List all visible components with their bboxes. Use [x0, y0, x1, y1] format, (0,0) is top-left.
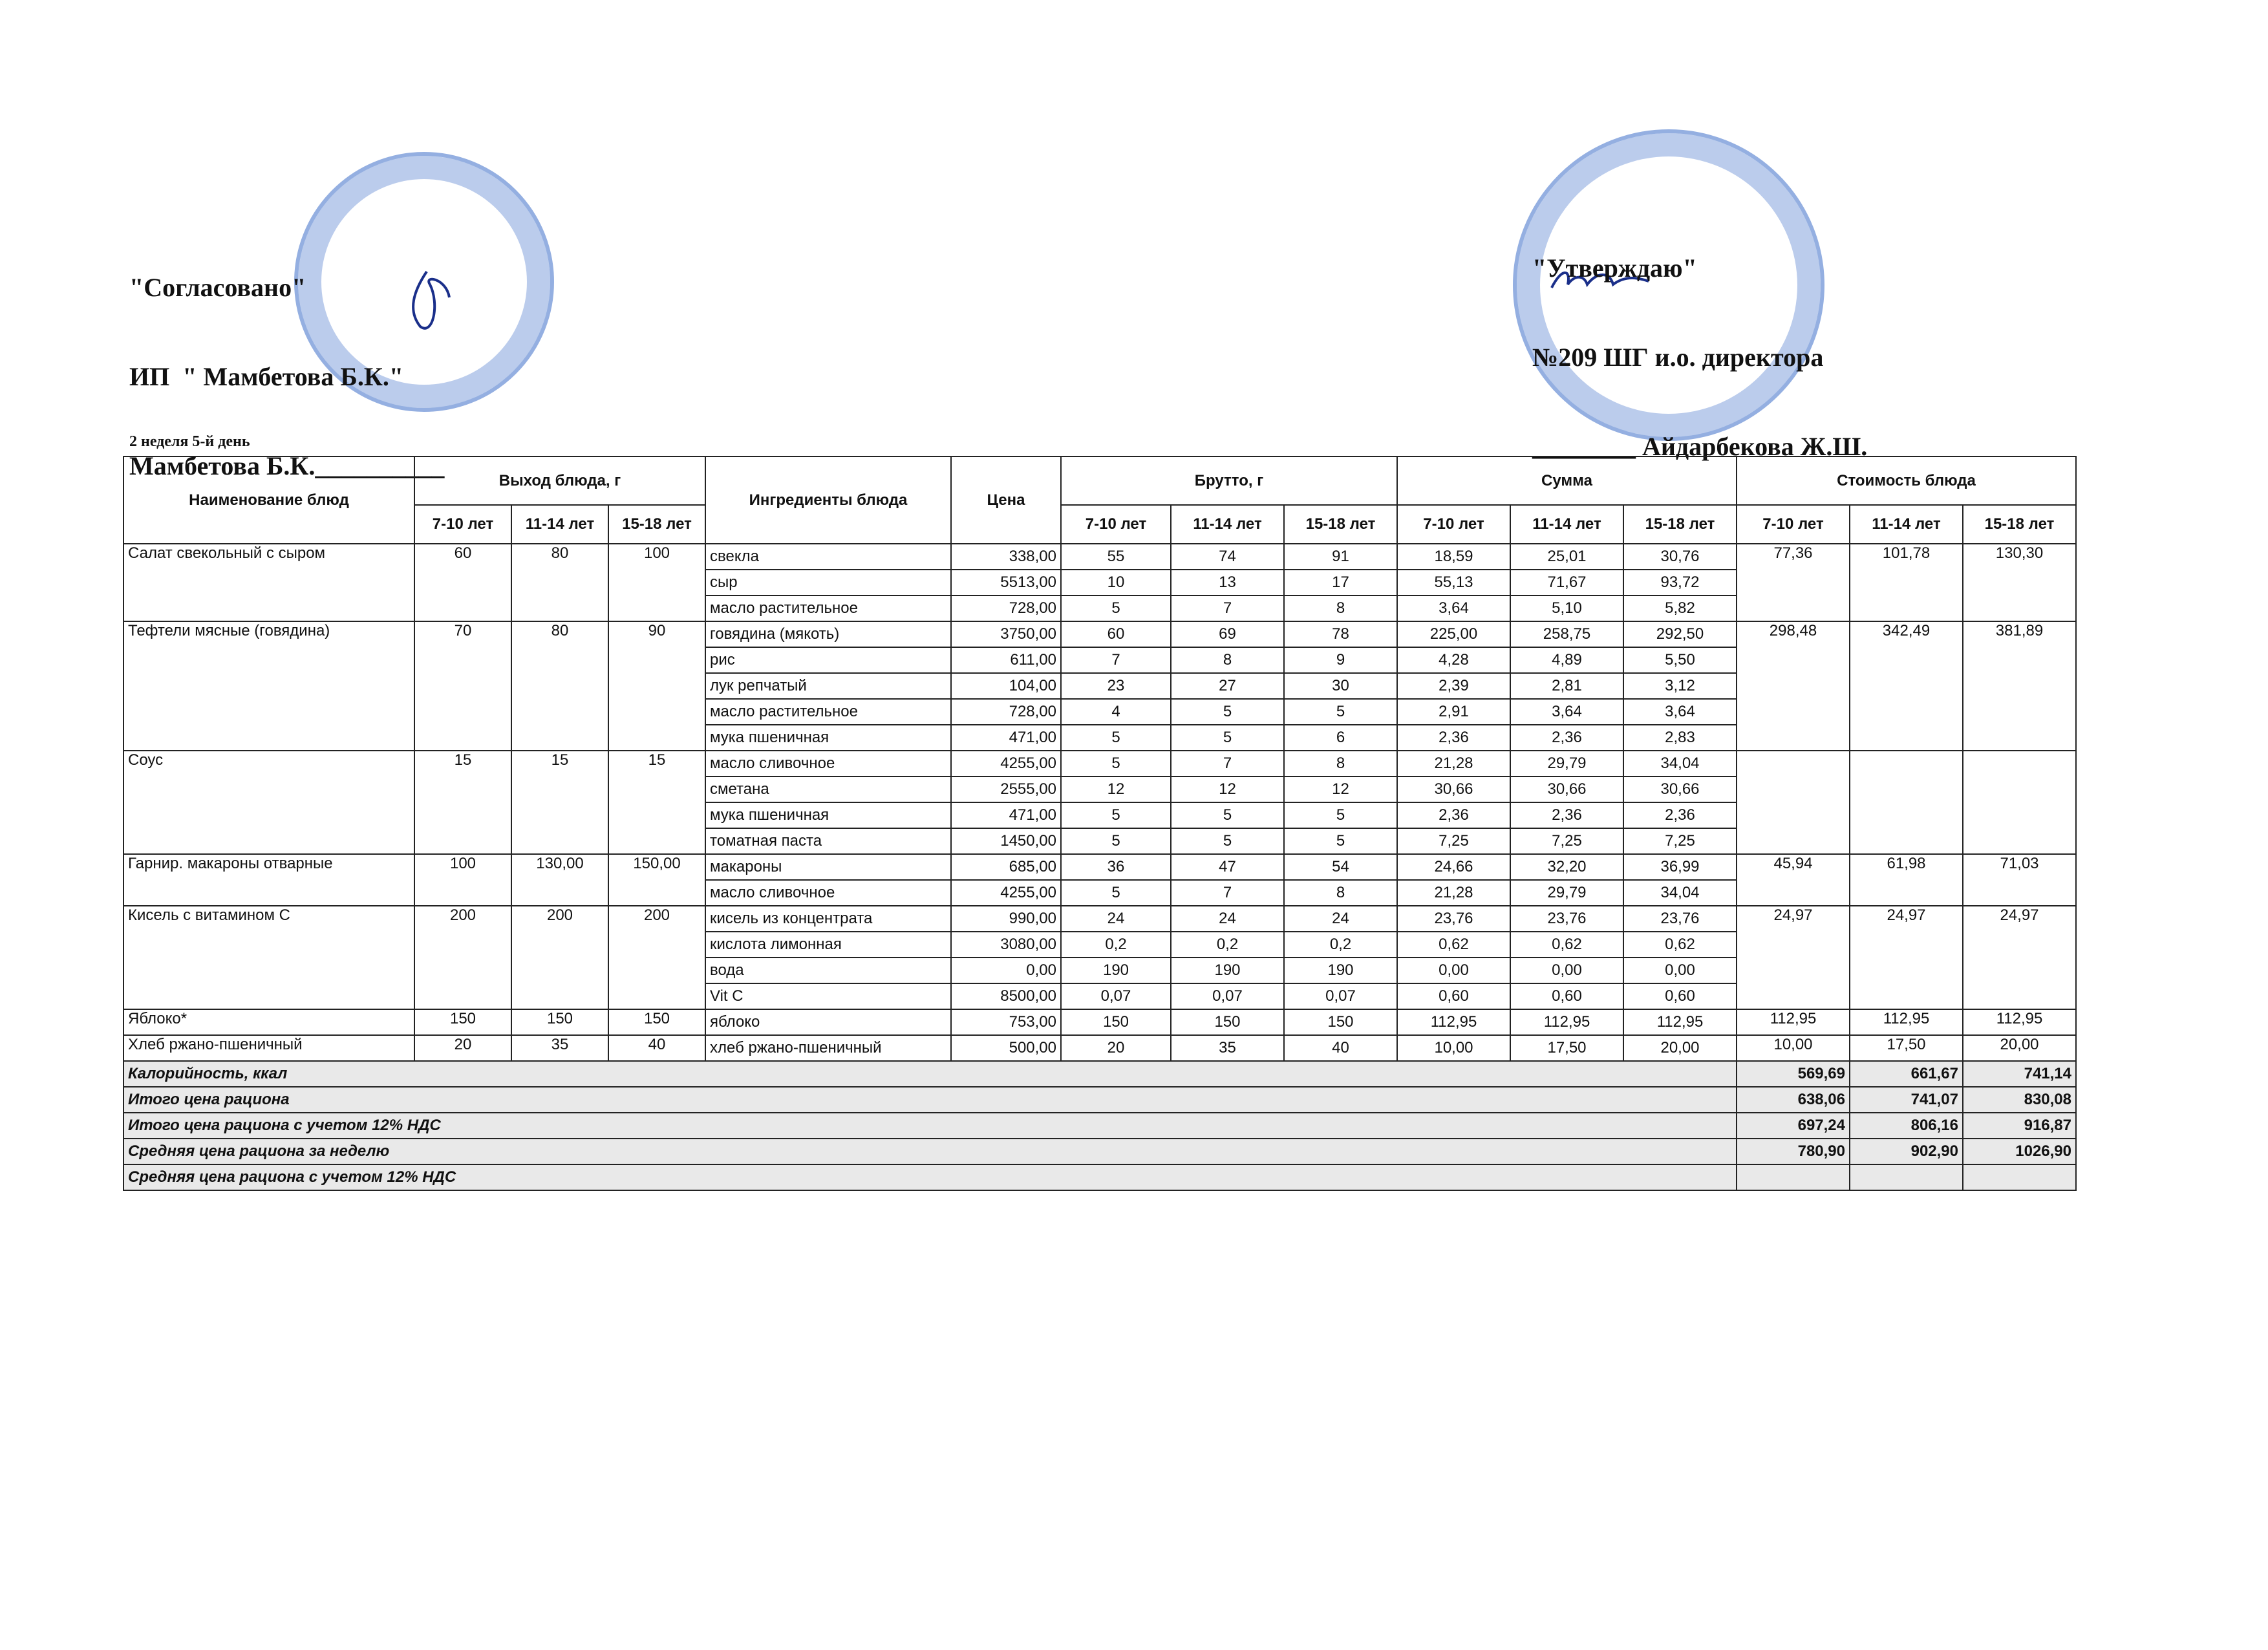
ingredient-sum: 2,36: [1510, 802, 1623, 828]
dish-output: 15: [414, 751, 511, 854]
dish-output: 200: [511, 906, 608, 1009]
age-header: 11-14 лет: [1510, 505, 1623, 544]
ingredient-sum: 36,99: [1623, 854, 1737, 880]
col-cost: Стоимость блюда: [1737, 456, 2076, 505]
ingredient-brutto: 0,07: [1061, 983, 1171, 1009]
ingredient-brutto: 27: [1171, 673, 1284, 699]
ingredient-brutto: 150: [1171, 1009, 1284, 1035]
ingredient-brutto: 8: [1284, 595, 1397, 621]
ingredient-sum: 30,76: [1623, 544, 1737, 570]
ingredient-brutto: 13: [1171, 570, 1284, 595]
ingredient-name: яблоко: [705, 1009, 951, 1035]
dish-name: Салат свекольный с сыром: [123, 544, 414, 621]
ingredient-brutto: 12: [1284, 777, 1397, 802]
dish-output: 60: [414, 544, 511, 621]
summary-value: [1963, 1164, 2076, 1190]
dish-cost: 61,98: [1850, 854, 1963, 906]
ingredient-brutto: 150: [1061, 1009, 1171, 1035]
ingredient-name: кисель из концентрата: [705, 906, 951, 932]
ingredient-sum: 2,39: [1397, 673, 1510, 699]
summary-row: [123, 1113, 2076, 1139]
ingredient-brutto: 12: [1061, 777, 1171, 802]
ingredient-sum: 2,36: [1510, 725, 1623, 751]
dish-output: 15: [511, 751, 608, 854]
ingredient-sum: 55,13: [1397, 570, 1510, 595]
summary-value: 638,06: [1737, 1087, 1850, 1113]
ingredient-price: 0,00: [951, 958, 1061, 983]
ingredient-brutto: 5: [1061, 880, 1171, 906]
ingredient-name: лук репчатый: [705, 673, 951, 699]
summary-value: 569,69: [1737, 1061, 1850, 1087]
dish-cost: 112,95: [1737, 1009, 1850, 1035]
dish-output: 80: [511, 544, 608, 621]
table-row: [123, 621, 2076, 647]
dish-cost: 101,78: [1850, 544, 1963, 621]
ingredient-sum: 7,25: [1623, 828, 1737, 854]
ingredient-sum: 23,76: [1510, 906, 1623, 932]
ingredient-price: 3750,00: [951, 621, 1061, 647]
summary-label: Итого цена рациона: [123, 1087, 1737, 1113]
col-output: Выход блюда, г: [414, 456, 705, 505]
dish-cost: 71,03: [1963, 854, 2076, 906]
ingredient-sum: 10,00: [1397, 1035, 1510, 1061]
summary-value: 916,87: [1963, 1113, 2076, 1139]
approval-right-block: [1532, 194, 1867, 491]
summary-value: 902,90: [1850, 1139, 1963, 1164]
col-sum: Сумма: [1397, 456, 1737, 505]
age-header: 11-14 лет: [1850, 505, 1963, 544]
dish-output: 90: [608, 621, 705, 751]
ingredient-name: масло растительное: [705, 699, 951, 725]
ingredient-sum: 93,72: [1623, 570, 1737, 595]
ingredient-brutto: 5: [1061, 802, 1171, 828]
ingredient-brutto: 23: [1061, 673, 1171, 699]
dish-cost: [1737, 751, 1850, 854]
summary-row: [123, 1087, 2076, 1113]
ingredient-name: рис: [705, 647, 951, 673]
summary-value: 741,14: [1963, 1061, 2076, 1087]
age-header: 7-10 лет: [1397, 505, 1510, 544]
ingredient-brutto: 190: [1171, 958, 1284, 983]
ingredient-brutto: 35: [1171, 1035, 1284, 1061]
table-row: [123, 751, 2076, 777]
col-ingredients: Ингредиенты блюда: [705, 456, 951, 544]
dish-name: Тефтели мясные (говядина): [123, 621, 414, 751]
dish-output: 150,00: [608, 854, 705, 906]
dish-output: 40: [608, 1035, 705, 1061]
ingredient-name: говядина (мякоть): [705, 621, 951, 647]
dish-output: 100: [608, 544, 705, 621]
ingredient-brutto: 24: [1284, 906, 1397, 932]
ingredient-sum: 258,75: [1510, 621, 1623, 647]
ingredient-sum: 7,25: [1510, 828, 1623, 854]
ingredient-price: 338,00: [951, 544, 1061, 570]
ingredient-name: масло сливочное: [705, 751, 951, 777]
ingredient-brutto: 20: [1061, 1035, 1171, 1061]
dish-cost: 112,95: [1850, 1009, 1963, 1035]
ingredient-brutto: 0,2: [1284, 932, 1397, 958]
ingredient-brutto: 0,07: [1171, 983, 1284, 1009]
ingredient-price: 4255,00: [951, 751, 1061, 777]
ingredient-sum: 3,64: [1397, 595, 1510, 621]
ingredient-sum: 71,67: [1510, 570, 1623, 595]
ingredient-sum: 18,59: [1397, 544, 1510, 570]
ingredient-price: 611,00: [951, 647, 1061, 673]
ingredient-sum: 23,76: [1397, 906, 1510, 932]
summary-value: 830,08: [1963, 1087, 2076, 1113]
ingredient-brutto: 0,2: [1171, 932, 1284, 958]
ingredient-brutto: 17: [1284, 570, 1397, 595]
ingredient-price: 728,00: [951, 595, 1061, 621]
summary-row: [123, 1139, 2076, 1164]
ingredient-brutto: 0,2: [1061, 932, 1171, 958]
ingredient-sum: 30,66: [1623, 777, 1737, 802]
ingredient-brutto: 8: [1284, 751, 1397, 777]
ingredient-brutto: 10: [1061, 570, 1171, 595]
dish-cost: 77,36: [1737, 544, 1850, 621]
ingredient-price: 471,00: [951, 725, 1061, 751]
ingredient-sum: 20,00: [1623, 1035, 1737, 1061]
ingredient-price: 4255,00: [951, 880, 1061, 906]
summary-value: 780,90: [1737, 1139, 1850, 1164]
ingredient-brutto: 7: [1171, 751, 1284, 777]
dish-output: 20: [414, 1035, 511, 1061]
ingredient-brutto: 5: [1284, 699, 1397, 725]
ingredient-brutto: 24: [1171, 906, 1284, 932]
ingredient-brutto: 5: [1171, 828, 1284, 854]
ingredient-name: томатная паста: [705, 828, 951, 854]
ingredient-brutto: 78: [1284, 621, 1397, 647]
dish-output: 130,00: [511, 854, 608, 906]
dish-name: Хлеб ржано-пшеничный: [123, 1035, 414, 1061]
age-header: 7-10 лет: [1737, 505, 1850, 544]
ingredient-sum: 25,01: [1510, 544, 1623, 570]
left-line-3: Мамбетова Б.К.__________: [129, 451, 445, 480]
ingredient-brutto: 150: [1284, 1009, 1397, 1035]
ingredient-price: 990,00: [951, 906, 1061, 932]
ingredient-brutto: 5: [1171, 802, 1284, 828]
ingredient-sum: 0,60: [1397, 983, 1510, 1009]
ingredient-name: хлеб ржано-пшеничный: [705, 1035, 951, 1061]
ingredient-sum: 29,79: [1510, 751, 1623, 777]
age-header: 15-18 лет: [1963, 505, 2076, 544]
dish-output: 200: [414, 906, 511, 1009]
table-row: [123, 1009, 2076, 1035]
dish-output: 200: [608, 906, 705, 1009]
summary-value: 741,07: [1850, 1087, 1963, 1113]
summary-value: [1850, 1164, 1963, 1190]
ingredient-name: масло сливочное: [705, 880, 951, 906]
ingredient-brutto: 55: [1061, 544, 1171, 570]
ingredient-sum: 2,81: [1510, 673, 1623, 699]
ingredient-sum: 2,91: [1397, 699, 1510, 725]
ingredient-sum: 0,60: [1510, 983, 1623, 1009]
summary-value: 1026,90: [1963, 1139, 2076, 1164]
ingredient-sum: 5,10: [1510, 595, 1623, 621]
table-row: [123, 1035, 2076, 1061]
age-header: 11-14 лет: [1171, 505, 1284, 544]
dish-output: 80: [511, 621, 608, 751]
dish-name: Яблоко*: [123, 1009, 414, 1035]
ingredient-sum: 30,66: [1397, 777, 1510, 802]
ingredient-sum: 29,79: [1510, 880, 1623, 906]
ingredient-sum: 112,95: [1623, 1009, 1737, 1035]
dish-cost: 20,00: [1963, 1035, 2076, 1061]
ingredient-sum: 225,00: [1397, 621, 1510, 647]
dish-cost: 45,94: [1737, 854, 1850, 906]
ingredient-sum: 32,20: [1510, 854, 1623, 880]
dish-cost: 298,48: [1737, 621, 1850, 751]
ingredient-price: 104,00: [951, 673, 1061, 699]
ingredient-brutto: 5: [1061, 595, 1171, 621]
ingredient-sum: 292,50: [1623, 621, 1737, 647]
ingredient-name: мука пшеничная: [705, 802, 951, 828]
ingredient-sum: 0,62: [1510, 932, 1623, 958]
dish-cost: 24,97: [1963, 906, 2076, 1009]
ingredient-brutto: 69: [1171, 621, 1284, 647]
ingredient-price: 5513,00: [951, 570, 1061, 595]
left-line-2: ИП " Мамбетова Б.К.": [129, 362, 404, 391]
dish-output: 70: [414, 621, 511, 751]
dish-cost: 381,89: [1963, 621, 2076, 751]
ingredient-price: 8500,00: [951, 983, 1061, 1009]
dish-output: 150: [608, 1009, 705, 1035]
ingredient-brutto: 74: [1171, 544, 1284, 570]
ingredient-price: 1450,00: [951, 828, 1061, 854]
ingredient-brutto: 0,07: [1284, 983, 1397, 1009]
ingredient-price: 2555,00: [951, 777, 1061, 802]
ingredient-sum: 2,83: [1623, 725, 1737, 751]
ingredient-brutto: 60: [1061, 621, 1171, 647]
ingredient-sum: 2,36: [1397, 725, 1510, 751]
ingredient-name: макароны: [705, 854, 951, 880]
ingredient-price: 3080,00: [951, 932, 1061, 958]
age-header: 15-18 лет: [608, 505, 705, 544]
menu-table: [123, 456, 2077, 1191]
ingredient-brutto: 7: [1171, 880, 1284, 906]
ingredient-sum: 2,36: [1623, 802, 1737, 828]
ingredient-brutto: 12: [1171, 777, 1284, 802]
dish-output: 15: [608, 751, 705, 854]
ingredient-brutto: 5: [1171, 725, 1284, 751]
ingredient-brutto: 54: [1284, 854, 1397, 880]
dish-cost: 24,97: [1850, 906, 1963, 1009]
ingredient-brutto: 30: [1284, 673, 1397, 699]
dish-cost: 130,30: [1963, 544, 2076, 621]
dish-output: 150: [414, 1009, 511, 1035]
dish-cost: 342,49: [1850, 621, 1963, 751]
dish-cost: 24,97: [1737, 906, 1850, 1009]
ingredient-price: 685,00: [951, 854, 1061, 880]
ingredient-sum: 34,04: [1623, 880, 1737, 906]
summary-value: 806,16: [1850, 1113, 1963, 1139]
table-row: [123, 906, 2076, 932]
dish-cost: [1963, 751, 2076, 854]
ingredient-sum: 24,66: [1397, 854, 1510, 880]
left-line-1: "Согласовано": [129, 273, 306, 302]
ingredient-price: 471,00: [951, 802, 1061, 828]
ingredient-sum: 34,04: [1623, 751, 1737, 777]
ingredient-brutto: 40: [1284, 1035, 1397, 1061]
ingredient-brutto: 190: [1061, 958, 1171, 983]
ingredient-sum: 0,00: [1623, 958, 1737, 983]
dish-cost: 10,00: [1737, 1035, 1850, 1061]
summary-value: 697,24: [1737, 1113, 1850, 1139]
ingredient-name: масло растительное: [705, 595, 951, 621]
ingredient-sum: 0,00: [1510, 958, 1623, 983]
dish-name: Соус: [123, 751, 414, 854]
ingredient-sum: 7,25: [1397, 828, 1510, 854]
ingredient-sum: 17,50: [1510, 1035, 1623, 1061]
dish-output: 100: [414, 854, 511, 906]
ingredient-brutto: 5: [1284, 802, 1397, 828]
ingredient-name: кислота лимонная: [705, 932, 951, 958]
ingredient-brutto: 9: [1284, 647, 1397, 673]
right-line-1: "Утверждаю": [1532, 253, 1697, 283]
col-price: Цена: [951, 456, 1061, 544]
ingredient-sum: 3,12: [1623, 673, 1737, 699]
right-line-2: №209 ШГ и.о. директора: [1532, 343, 1824, 372]
dish-name: Кисель с витамином С: [123, 906, 414, 1009]
ingredient-brutto: 7: [1171, 595, 1284, 621]
summary-label: Средняя цена рациона за неделю: [123, 1139, 1737, 1164]
age-header: 15-18 лет: [1623, 505, 1737, 544]
summary-label: Итого цена рациона с учетом 12% НДС: [123, 1113, 1737, 1139]
ingredient-name: вода: [705, 958, 951, 983]
summary-row: [123, 1164, 2076, 1190]
col-dish-name: Наименование блюд: [123, 456, 414, 544]
dish-cost: 112,95: [1963, 1009, 2076, 1035]
ingredient-sum: 5,50: [1623, 647, 1737, 673]
ingredient-sum: 21,28: [1397, 880, 1510, 906]
summary-value: 661,67: [1850, 1061, 1963, 1087]
table-row: [123, 544, 2076, 570]
col-brutto: Брутто, г: [1061, 456, 1397, 505]
ingredient-sum: 4,28: [1397, 647, 1510, 673]
ingredient-brutto: 8: [1284, 880, 1397, 906]
ingredient-brutto: 47: [1171, 854, 1284, 880]
dish-cost: 17,50: [1850, 1035, 1963, 1061]
summary-label: Калорийность, ккал: [123, 1061, 1737, 1087]
ingredient-brutto: 5: [1061, 725, 1171, 751]
week-day-label: 2 неделя 5-й день: [129, 433, 250, 450]
ingredient-brutto: 5: [1061, 751, 1171, 777]
ingredient-brutto: 5: [1171, 699, 1284, 725]
ingredient-name: сыр: [705, 570, 951, 595]
ingredient-sum: 0,62: [1397, 932, 1510, 958]
age-header: 7-10 лет: [1061, 505, 1171, 544]
ingredient-name: свекла: [705, 544, 951, 570]
dish-cost: [1850, 751, 1963, 854]
ingredient-brutto: 7: [1061, 647, 1171, 673]
ingredient-sum: 3,64: [1623, 699, 1737, 725]
ingredient-brutto: 5: [1284, 828, 1397, 854]
ingredient-sum: 112,95: [1510, 1009, 1623, 1035]
ingredient-price: 728,00: [951, 699, 1061, 725]
ingredient-sum: 0,62: [1623, 932, 1737, 958]
ingredient-brutto: 6: [1284, 725, 1397, 751]
ingredient-brutto: 24: [1061, 906, 1171, 932]
ingredient-sum: 5,82: [1623, 595, 1737, 621]
ingredient-price: 753,00: [951, 1009, 1061, 1035]
ingredient-brutto: 91: [1284, 544, 1397, 570]
ingredient-price: 500,00: [951, 1035, 1061, 1061]
summary-label: Средняя цена рациона с учетом 12% НДС: [123, 1164, 1737, 1190]
dish-name: Гарнир. макароны отварные: [123, 854, 414, 906]
ingredient-sum: 21,28: [1397, 751, 1510, 777]
ingredient-name: сметана: [705, 777, 951, 802]
ingredient-brutto: 36: [1061, 854, 1171, 880]
ingredient-brutto: 5: [1061, 828, 1171, 854]
right-line-3: ________ Айдарбекова Ж.Ш.: [1532, 432, 1868, 461]
summary-value: [1737, 1164, 1850, 1190]
ingredient-brutto: 190: [1284, 958, 1397, 983]
dish-output: 35: [511, 1035, 608, 1061]
ingredient-name: мука пшеничная: [705, 725, 951, 751]
table-row: [123, 854, 2076, 880]
ingredient-sum: 0,00: [1397, 958, 1510, 983]
ingredient-sum: 2,36: [1397, 802, 1510, 828]
ingredient-sum: 23,76: [1623, 906, 1737, 932]
summary-row: [123, 1061, 2076, 1087]
ingredient-sum: 0,60: [1623, 983, 1737, 1009]
ingredient-sum: 112,95: [1397, 1009, 1510, 1035]
dish-output: 150: [511, 1009, 608, 1035]
ingredient-sum: 4,89: [1510, 647, 1623, 673]
age-header: 15-18 лет: [1284, 505, 1397, 544]
age-header: 7-10 лет: [414, 505, 511, 544]
ingredient-brutto: 4: [1061, 699, 1171, 725]
menu-table-body: [123, 544, 2076, 1190]
ingredient-sum: 3,64: [1510, 699, 1623, 725]
age-header: 11-14 лет: [511, 505, 608, 544]
ingredient-brutto: 8: [1171, 647, 1284, 673]
ingredient-name: Vit C: [705, 983, 951, 1009]
ingredient-sum: 30,66: [1510, 777, 1623, 802]
